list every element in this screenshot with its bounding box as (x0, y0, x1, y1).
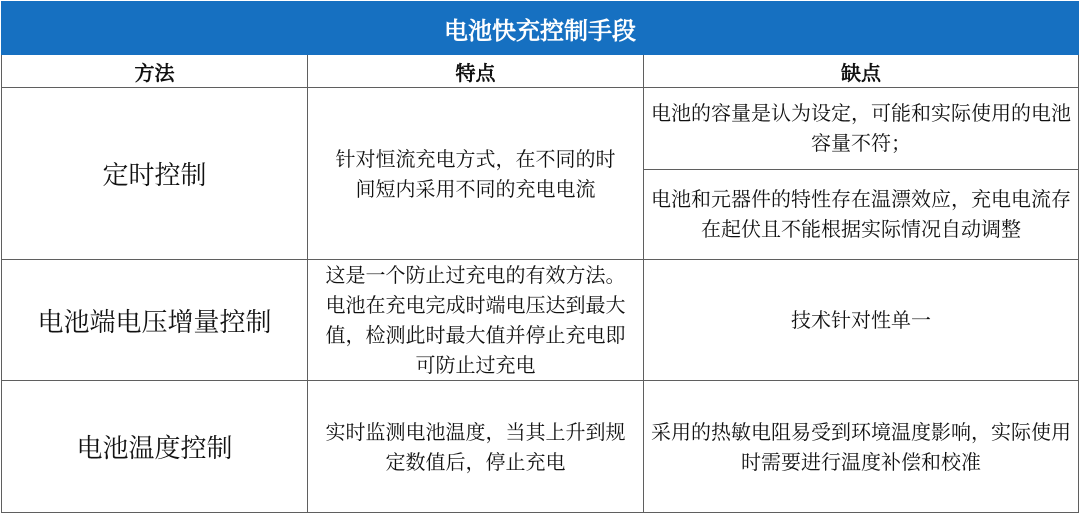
drawback-cell: 电池的容量是认为设定，可能和实际使用的电池容量不符； (644, 88, 1079, 169)
features-cell: 这是一个防止过充电的有效方法。电池在充电完成时端电压达到最大值，检测此时最大值并停止充电即可防止过充电 (308, 259, 644, 380)
fast-charge-control-table (1, 1, 1079, 513)
method-cell: 电池温度控制 (2, 381, 308, 513)
drawback-cell: 电池和元器件的特性存在温漂效应，充电电流存在起伏且不能根据实际情况自动调整 (644, 169, 1079, 259)
method-cell: 定时控制 (2, 88, 308, 260)
table-row (2, 259, 1079, 380)
drawback-cell: 采用的热敏电阻易受到环境温度影响，实际使用时需要进行温度补偿和校准 (644, 381, 1079, 513)
table-row (2, 381, 1079, 513)
header-features: 特点 (308, 55, 644, 88)
method-cell: 电池端电压增量控制 (2, 259, 308, 380)
table-title: 电池快充控制手段 (2, 2, 1079, 55)
drawback-cell: 技术针对性单一 (644, 259, 1079, 380)
features-cell: 实时监测电池温度，当其上升到规定数值后，停止充电 (308, 381, 644, 513)
table-row (2, 88, 1079, 169)
header-drawbacks: 缺点 (644, 55, 1079, 88)
header-method: 方法 (2, 55, 308, 88)
features-cell: 针对恒流充电方式，在不同的时间短内采用不同的充电电流 (308, 88, 644, 260)
